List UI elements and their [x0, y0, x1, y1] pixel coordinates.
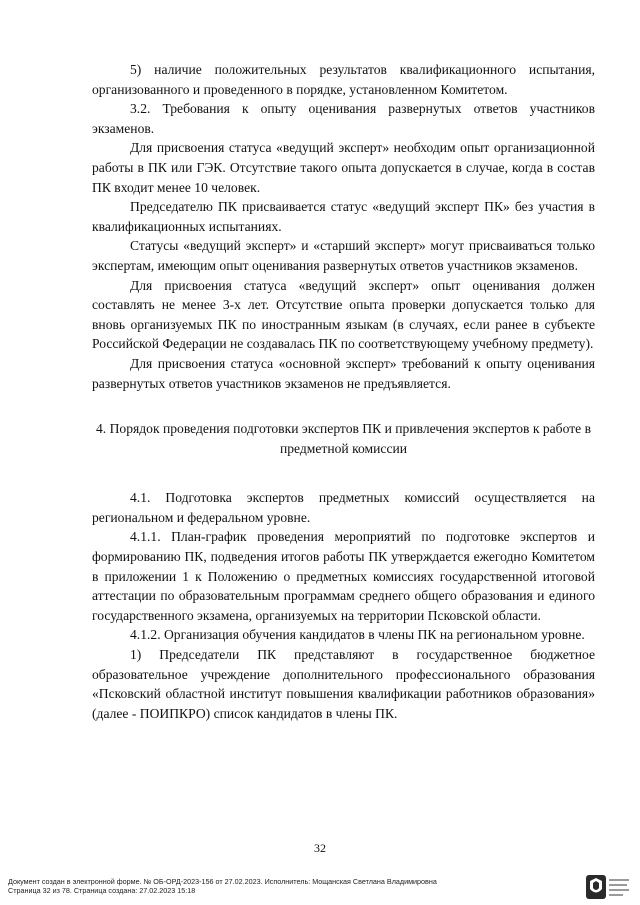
paragraph: 3.2. Требования к опыту оценивания развернутых ответов участников экзаменов. — [92, 101, 595, 136]
paragraph: Для присвоения статуса «основной эксперт» требований к опыту оценивания развернутых ответов участников экзаменов не предъявляется. — [92, 355, 595, 391]
footer-document-info: Документ создан в электронной форме. № ОБ-ОРД-2023-156 от 27.02.2023. Исполнитель: Мощанская Светлана Владимировна — [8, 877, 437, 886]
page-number: 32 — [314, 841, 326, 855]
section-heading: 4. Порядок проведения подготовки экспертов ПК и привлечения экспертов к работе в предметной комиссии — [95, 421, 591, 456]
coat-of-arms-emblem-icon — [585, 873, 631, 901]
document-footer — [8, 877, 578, 895]
footer-page-info: Страница 32 из 78. Страница создана: 27.02.2023 15:18 — [8, 886, 196, 895]
paragraph: 4.1.2. Организация обучения кандидатов в члены ПК на региональном уровне. — [130, 627, 585, 643]
paragraph: Для присвоения статуса «ведущий эксперт» опыт оценивания должен составлять не менее 3-х лет. Отсутствие опыта проверки допускается только для вновь организуемых ПК по иностранным языкам (в случаях, если ранее в субъекте Российской Федерации не создавалась ПК по соответствующему учебному предмету). — [92, 277, 595, 352]
paragraph: 5) наличие положительных результатов квалификационного испытания, организованного и проведенного в порядке, установленном Комитетом. — [92, 62, 595, 97]
paragraph: 4.1. Подготовка экспертов предметных комиссий осуществляется на региональном и федеральном уровне. — [92, 490, 595, 525]
paragraph: Статусы «ведущий эксперт» и «старший эксперт» могут присваиваться только экспертам, имеющим опыт оценивания развернутых ответов участников экзаменов. — [92, 238, 595, 273]
paragraph: Председателю ПК присваивается статус «ведущий эксперт ПК» без участия в квалификационных испытаниях. — [92, 199, 595, 234]
paragraph: Для присвоения статуса «ведущий эксперт» необходим опыт организационной работы в ПК или ГЭК. Отсутствие такого опыта допускается в случае, когда в состав ПК входит менее 10 человек. — [92, 140, 595, 195]
document-body — [92, 60, 595, 723]
paragraph: 4.1.1. План-график проведения мероприятий по подготовке экспертов и формированию ПК, подведения итогов работы ПК утверждается ежегодно Комитетом в приложении 1 к Положению о предметных комиссиях государственной итоговой аттестации по образовательным программам среднего общего образования и единого государственного экзамена, организуемых на территории Псковской области. — [92, 529, 595, 623]
paragraph: 1) Председатели ПК представляют в государственное бюджетное образовательное учреждение дополнительного профессионального образования «Псковский областной институт повышения квалификации работников образования» (далее - ПОИПКРО) список кандидатов в члены ПК. — [92, 647, 595, 721]
